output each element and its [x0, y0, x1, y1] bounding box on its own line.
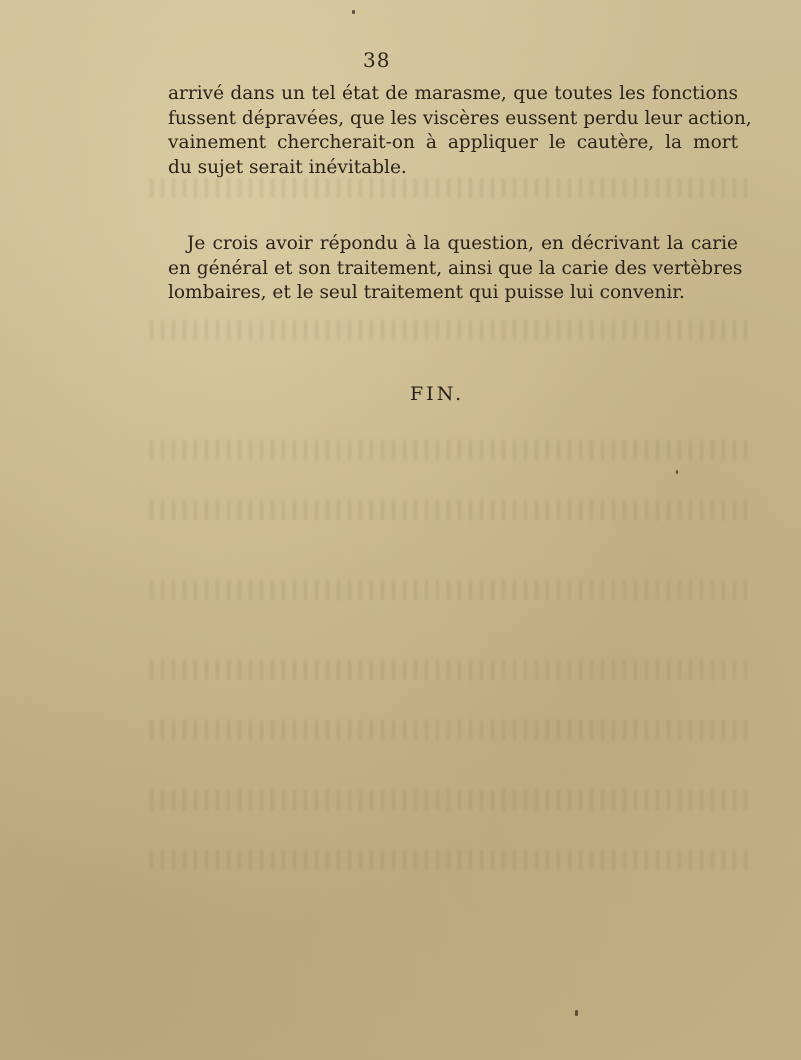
bleed-through-texture [150, 178, 750, 198]
ink-speck [676, 470, 678, 474]
text-line: arrivé dans un tel état de marasme, que toutes les fonctions [168, 83, 738, 104]
bleed-through-texture [150, 580, 750, 600]
end-marker: FIN. [410, 383, 465, 405]
text-line: vainement chercherait-on à appliquer le cautère, la mort [168, 132, 738, 153]
text-line: du sujet serait inévitable. [168, 156, 407, 178]
bleed-through-texture [150, 320, 750, 340]
page-number: 38 [363, 48, 391, 72]
text-line: Je crois avoir répondu à la question, en décrivant la carie [187, 233, 738, 254]
bleed-through-texture [150, 850, 750, 870]
paragraph-continuation [168, 82, 752, 180]
bleed-through-texture [150, 500, 750, 520]
bleed-through-texture [150, 720, 750, 740]
bleed-through-texture [150, 660, 750, 680]
text-line: lombaires, et le seul traitement qui puisse lui convenir. [168, 282, 685, 303]
ink-speck [575, 1010, 578, 1016]
bleed-through-texture [150, 440, 750, 460]
text-line: fussent dépravées, que les viscères eussent perdu leur action, [168, 107, 752, 129]
bleed-through-texture [150, 790, 750, 810]
ink-speck [352, 10, 355, 14]
text-line: en général et son traitement, ainsi que la carie des vertèbres [168, 257, 743, 279]
paragraph-conclusion [168, 232, 743, 306]
